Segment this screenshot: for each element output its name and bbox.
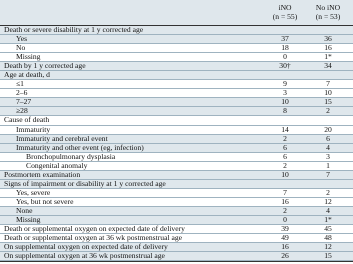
row-label: 7–27	[16, 97, 32, 107]
column-header-no-ino	[305, 3, 351, 21]
cell-ino: 39	[281, 224, 289, 234]
row-label: Missing	[16, 52, 41, 62]
row-label: Bronchopulmonary dysplasia	[26, 151, 116, 161]
cell-no-ino: 16	[324, 43, 332, 53]
cell-ino: 0	[283, 214, 287, 224]
cell-no-ino: 1	[326, 160, 330, 170]
cell-ino: 16	[281, 196, 289, 206]
cell-ino: 30†	[279, 61, 291, 71]
cell-no-ino: 45	[324, 224, 332, 234]
cell-ino: 26	[281, 251, 289, 261]
table-body	[0, 26, 353, 261]
row-label: Death or severe disability at 1 y corrected age	[4, 25, 144, 34]
row-label: Death or supplemental oxygen on expected date of delivery	[4, 224, 185, 234]
cell-no-ino: 2	[326, 187, 330, 197]
column-n: (n = 55)	[272, 12, 298, 21]
row-label: No	[16, 43, 26, 53]
cell-ino: 37	[281, 34, 289, 44]
row-label: None	[16, 205, 33, 215]
row-label: Death by 1 y corrected age	[4, 61, 86, 71]
cell-ino: 49	[281, 233, 289, 243]
cell-ino: 9	[283, 79, 287, 89]
row-label: On supplemental oxygen on expected date of delivery	[4, 242, 168, 252]
cell-no-ino: 15	[324, 251, 332, 261]
table-row	[0, 26, 353, 35]
cell-ino: 3	[283, 88, 287, 98]
row-label: Cause of death	[4, 115, 50, 125]
cell-ino: 14	[281, 124, 289, 134]
row-label: ≤1	[16, 79, 24, 89]
cell-no-ino: 4	[326, 205, 330, 215]
cell-no-ino: 4	[326, 142, 330, 152]
cell-no-ino: 34	[324, 61, 332, 71]
cell-ino: 6	[283, 142, 287, 152]
row-label: Yes, severe	[16, 187, 51, 197]
table-header	[0, 0, 353, 26]
column-n: (n = 53)	[315, 12, 341, 21]
row-label: On supplemental oxygen at 36 wk postmenstrual age	[4, 251, 165, 261]
cell-ino: 2	[283, 205, 287, 215]
table-row	[0, 44, 353, 53]
cell-ino: 2	[283, 160, 287, 170]
cell-no-ino: 10	[324, 88, 332, 98]
row-label: Immaturity and cerebral event	[16, 133, 108, 143]
cell-no-ino: 7	[326, 169, 330, 179]
table-row	[0, 180, 353, 189]
row-label: Congenital anomaly	[26, 160, 88, 170]
row-label: Yes	[16, 34, 28, 44]
cell-ino: 10	[281, 169, 289, 179]
row-label: Yes, but not severe	[16, 196, 74, 206]
table-row	[0, 98, 353, 107]
table-row	[0, 35, 353, 44]
row-label: Immaturity and other event (eg, infection)	[16, 142, 144, 152]
cell-no-ino: 36	[324, 34, 332, 44]
cell-no-ino: 2	[326, 106, 330, 116]
row-label: Immaturity	[16, 124, 51, 134]
cell-no-ino: 3	[326, 151, 330, 161]
column-title: No iNO	[315, 3, 341, 12]
cell-no-ino: 12	[324, 196, 332, 206]
cell-ino: 6	[283, 151, 287, 161]
table-row	[0, 207, 353, 216]
cell-no-ino: 12	[324, 242, 332, 252]
row-label: Death or supplemental oxygen at 36 wk postmenstrual age	[4, 233, 182, 243]
cell-ino: 2	[283, 133, 287, 143]
cell-ino: 7	[283, 187, 287, 197]
cell-no-ino: 7	[326, 79, 330, 89]
cell-no-ino: 15	[324, 97, 332, 107]
cell-no-ino: 1*	[324, 52, 332, 62]
row-label: Postmortem examination	[4, 169, 81, 179]
row-label: ≥28	[16, 106, 28, 116]
cell-ino: 16	[281, 242, 289, 252]
cell-ino: 0	[283, 52, 287, 62]
cell-ino: 10	[281, 97, 289, 107]
table-row	[0, 198, 353, 207]
table-row	[0, 116, 353, 125]
cell-ino: 8	[283, 106, 287, 116]
table-row	[0, 71, 353, 80]
cell-no-ino: 20	[324, 124, 332, 134]
row-label: 2–6	[16, 88, 28, 98]
table-row	[0, 252, 353, 261]
table-row	[0, 62, 353, 71]
table-bottom-rule	[0, 261, 353, 262]
cell-ino: 18	[281, 43, 289, 53]
cell-no-ino: 1*	[324, 214, 332, 224]
row-label: Age at death, d	[4, 70, 50, 80]
cell-no-ino: 6	[326, 133, 330, 143]
table-row	[0, 107, 353, 116]
table-row	[0, 89, 353, 98]
table-row	[0, 80, 353, 89]
column-title: iNO	[278, 3, 292, 12]
column-header-ino	[265, 3, 305, 21]
row-label: Missing	[16, 214, 41, 224]
cell-no-ino: 48	[324, 233, 332, 243]
row-label: Signs of impairment or disability at 1 y corrected age	[4, 178, 166, 188]
